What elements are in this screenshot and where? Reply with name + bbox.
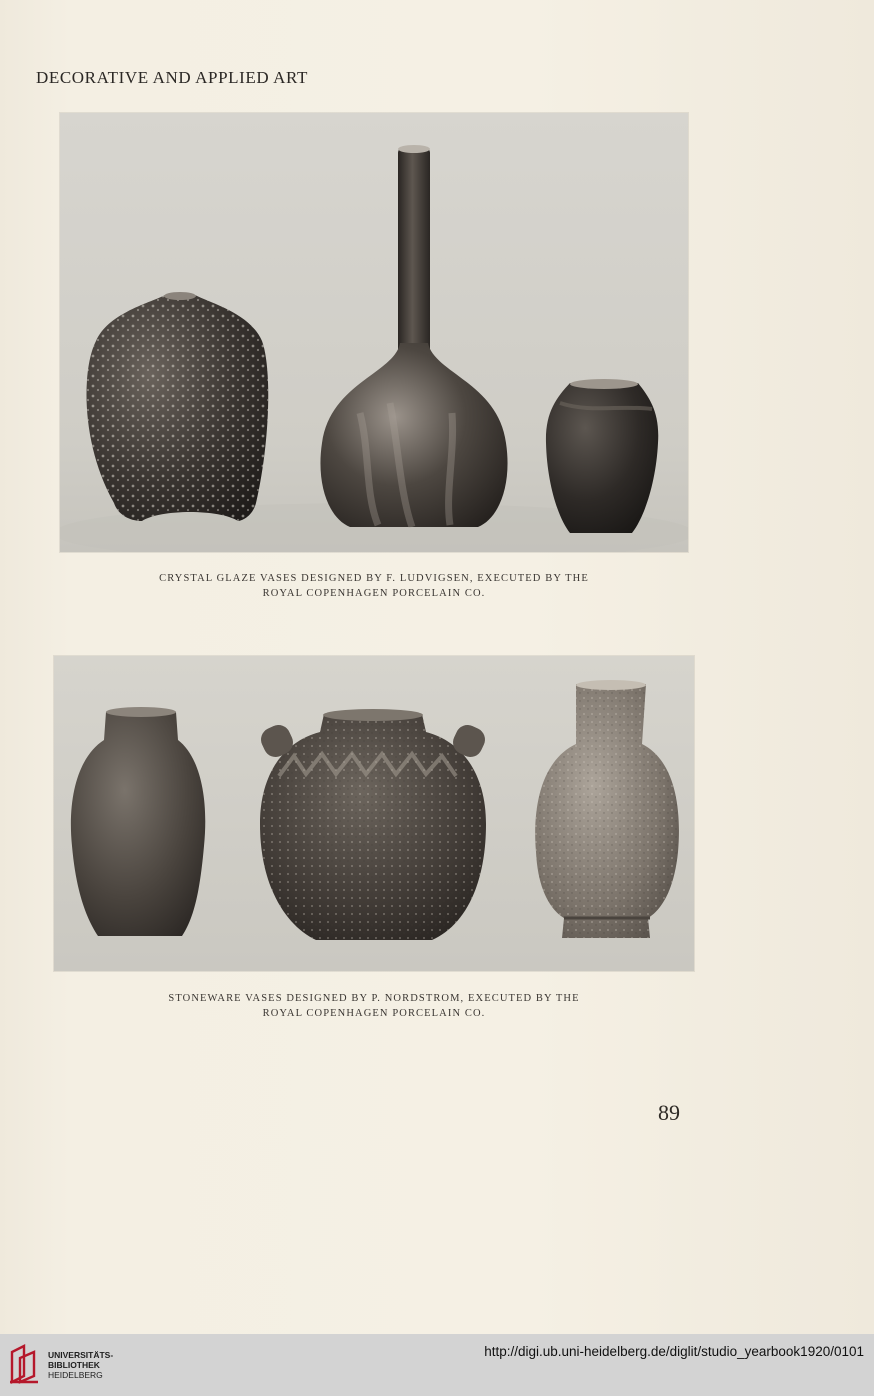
library-logo-text [48,1350,113,1380]
logo-line: BIBLIOTHEK [48,1360,100,1370]
caption-line: STONEWARE VASES DESIGNED BY P. NORDSTROM, EXECUTED BY THE [168,993,580,1004]
library-logo-icon [8,1344,42,1384]
small-dark-vase [546,379,658,533]
logo-line: UNIVERSITÄTS- [48,1350,114,1360]
caption-line: ROYAL COPENHAGEN PORCELAIN CO. [262,588,486,599]
library-logo[interactable] [8,1342,118,1388]
logo-line: HEIDELBERG [48,1370,103,1380]
running-head: DECORATIVE AND APPLIED ART [36,68,308,87]
photo-crystal-glaze-vases [60,113,688,552]
permalink-url[interactable]: http://digi.ub.uni-heidelberg.de/diglit/studio_yearbook1920/0101 [484,1344,864,1359]
footer-bar [0,1334,874,1396]
caption-plate-1 [60,571,688,601]
page-number: 89 [658,1100,680,1125]
caption-plate-2 [60,991,688,1021]
caption-line: CRYSTAL GLAZE VASES DESIGNED BY F. LUDVIGSEN, EXECUTED BY THE [159,573,589,584]
handled-stoneware-jar [257,709,489,940]
caption-line: ROYAL COPENHAGEN PORCELAIN CO. [262,1008,486,1019]
crackle-glaze-vase [86,292,268,521]
photo-stoneware-vases [54,656,694,971]
